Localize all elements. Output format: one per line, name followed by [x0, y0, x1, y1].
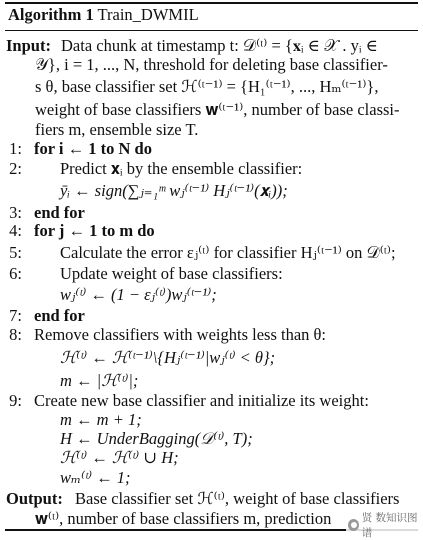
- step-3-text: end for: [34, 203, 85, 222]
- step-6-formula: wⱼ⁽ᵗ⁾ ← (1 − εⱼ⁽ᵗ⁾)wⱼ⁽ᵗ⁻¹⁾;: [60, 285, 217, 304]
- step-9-formula-2: H ← UnderBagging(𝒟⁽ᵗ⁾, T);: [60, 429, 253, 448]
- input-line-1: Data chunk at timestamp t: 𝒟⁽ᵗ⁾ = {𝐱ᵢ ∈ 𝒳 . yᵢ ∈: [61, 36, 378, 55]
- step-6-text: Update weight of base classifiers:: [60, 264, 283, 283]
- step-number: 9:: [9, 391, 22, 410]
- input-keyword: Input:: [6, 36, 51, 55]
- algorithm-label: Algorithm 1: [8, 5, 94, 24]
- step-8-text: Remove classifiers with weights less than θ:: [34, 325, 327, 344]
- algorithm-name: Train_DWMIL: [97, 5, 199, 24]
- step-1-text: for i ← 1 to N do: [34, 139, 152, 158]
- header-rule: [5, 30, 418, 31]
- step-4-text: for j ← 1 to m do: [34, 221, 155, 240]
- step-9-formula-1: m ← m + 1;: [60, 410, 142, 429]
- step-2-formula: ȳᵢ ← sign(∑ⱼ₌₁ᵐ wⱼ⁽ᵗ⁻¹⁾ Hⱼ⁽ᵗ⁻¹⁾(𝐱ᵢ));: [60, 181, 288, 200]
- input-line-3: s θ, base classifier set ℋ⁽ᵗ⁻¹⁾ = {H₁⁽ᵗ⁻¹⁾, ..., Hₘ⁽ᵗ⁻¹⁾},: [35, 77, 379, 96]
- step-9-text: Create new base classifier and initialize its weight:: [34, 391, 369, 410]
- watermark-text: 贤 数知识图谱: [361, 512, 418, 539]
- step-number: 3:: [9, 203, 22, 222]
- step-number: 1:: [9, 139, 22, 158]
- output-line-1: Base classifier set ℋ⁽ᵗ⁾, weight of base classifiers: [75, 489, 400, 508]
- step-number: 6:: [9, 264, 22, 283]
- watermark: [346, 510, 423, 540]
- step-number: 7:: [9, 306, 22, 325]
- output-line-2: 𝐰⁽ᵗ⁾, number of base classifiers m, prediction: [35, 509, 332, 528]
- step-8-formula-2: m ← |ℋ⁽ᵗ⁾|;: [60, 371, 139, 390]
- input-line-2: 𝒴}, i = 1, ..., N, threshold for deleting base classifier-: [35, 55, 388, 74]
- step-8-formula-1: ℋ⁽ᵗ⁾ ← ℋ⁽ᵗ⁻¹⁾\{Hⱼ⁽ᵗ⁻¹⁾|wⱼ⁽ᵗ⁾ < θ};: [60, 348, 276, 367]
- step-number: 4:: [9, 221, 22, 240]
- step-9-formula-3: ℋ⁽ᵗ⁾ ← ℋ⁽ᵗ⁾ ∪ H;: [60, 448, 179, 467]
- step-number: 8:: [9, 325, 22, 344]
- step-2-text: Predict 𝐱ᵢ by the ensemble classifier:: [60, 159, 303, 178]
- step-9-formula-4: wₘ⁽ᵗ⁾ ← 1;: [60, 468, 131, 487]
- step-7-text: end for: [34, 306, 85, 325]
- step-5-text: Calculate the error εⱼ⁽ᵗ⁾ for classifier Hⱼ⁽ᵗ⁻¹⁾ on 𝒟⁽ᵗ⁾;: [60, 243, 396, 262]
- step-number: 2:: [9, 159, 22, 178]
- input-line-5: fiers m, ensemble size T.: [35, 120, 199, 139]
- algorithm-header: [8, 5, 199, 25]
- step-number: 5:: [9, 243, 22, 262]
- input-line-4: weight of base classifiers 𝐰⁽ᵗ⁻¹⁾, number of base classi-: [35, 100, 400, 119]
- wechat-logo-icon: [348, 519, 359, 531]
- top-rule: [5, 2, 418, 4]
- output-keyword: Output:: [6, 489, 63, 508]
